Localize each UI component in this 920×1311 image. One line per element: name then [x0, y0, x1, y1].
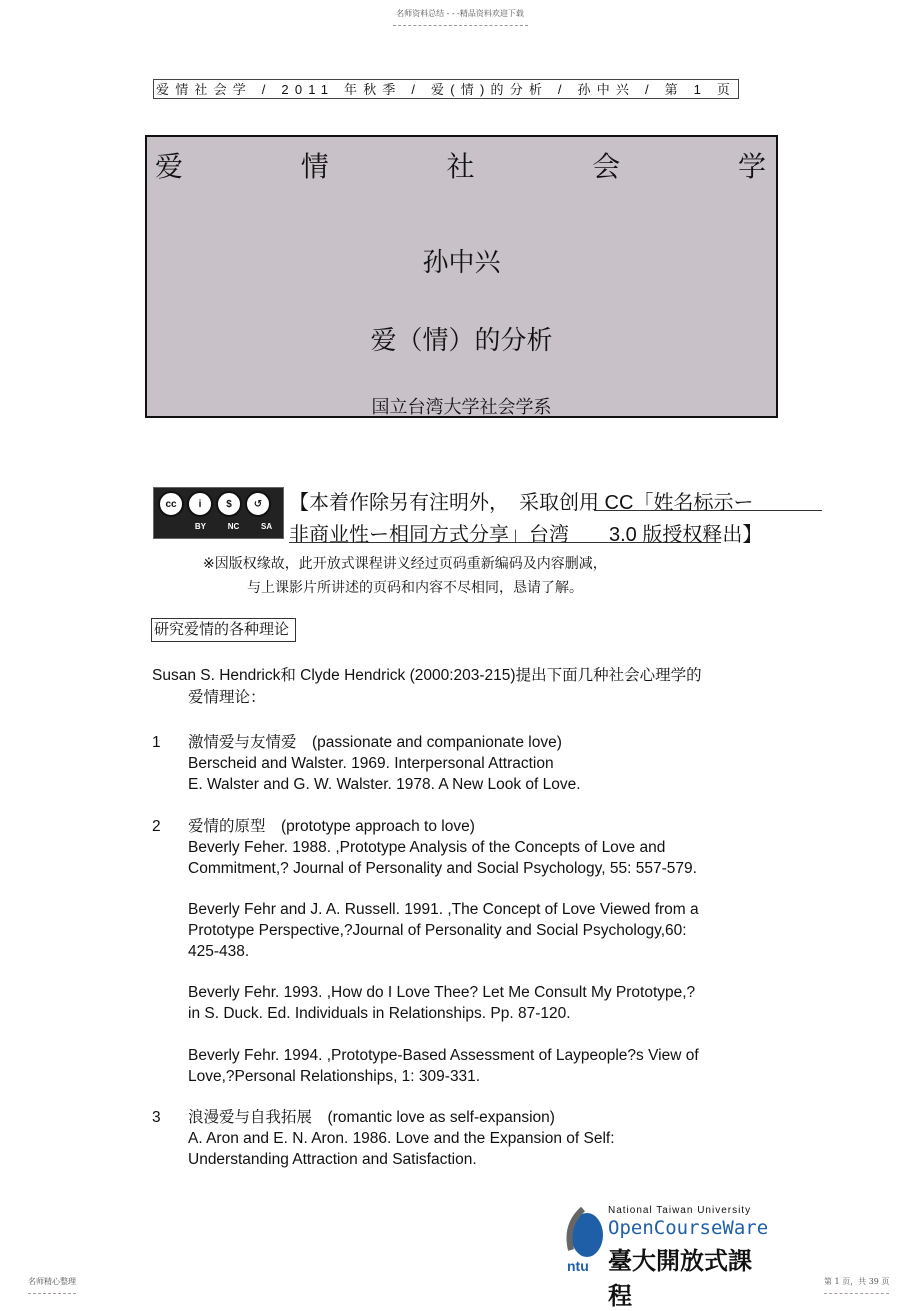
reference-line: in S. Duck. Ed. Individuals in Relationships. Pp. 87-120. [188, 1005, 571, 1023]
divider [393, 25, 528, 26]
section-title: 研究爱情的各种理论 [151, 618, 296, 642]
reference-line: Understanding Attraction and Satisfaction. [188, 1150, 477, 1168]
reference-line: A. Aron and E. N. Aron. 1986. Love and the Expansion of Self: [188, 1129, 615, 1147]
item-heading: 激情爱与友情爱 (passionate and companionate love) [188, 734, 562, 751]
reference-line: E. Walster and G. W. Walster. 1978. A New Look of Love. [188, 775, 581, 793]
author: 孙中兴 [422, 248, 501, 278]
reference-line: Love,?Personal Relationships, 1: 309-331. [188, 1067, 481, 1085]
title-box [145, 135, 778, 418]
title-char: 爱 [155, 150, 184, 183]
footer-left [28, 1276, 76, 1294]
underline [289, 542, 721, 543]
svg-text:ntu: ntu [567, 1258, 589, 1274]
lecture-subtitle: 爱（情）的分析 [370, 326, 553, 356]
item-number: 1 [152, 734, 161, 751]
course-title [155, 145, 766, 185]
reference-line: Commitment,? Journal of Personality and Social Psychology, 55: 557-579. [188, 859, 697, 877]
copyright-note-1: ※因版权缘故，此开放式课程讲义经过页码重新编码及内容删减， [203, 555, 607, 571]
noncommercial-icon: $ [216, 491, 242, 517]
badge-label: BY [194, 522, 206, 531]
reference-line: Prototype Perspective,?Journal of Personality and Social Psychology,60: [188, 922, 687, 939]
page-count-text: 第 1 页，共 39 页 [824, 1277, 890, 1286]
reference-line: Beverly Fehr. 1994. ,Prototype-Based Assessment of Laypeople?s View of [188, 1046, 699, 1064]
running-header: 爱情社会学 / 2011 年秋季 / 爱(情)的分析 / 孙中兴 / 第 1 页 [153, 79, 739, 99]
cc-icon: cc [158, 491, 184, 517]
license-line-2: 非商业性ー相同方式分享」台湾 3.0 版授权释出】 [289, 524, 763, 546]
divider [824, 1293, 889, 1294]
intro-line: Susan S. Hendrick和 Clyde Hendrick (2000:203-215)提出下面几种社会心理学的 [152, 667, 702, 684]
divider [28, 1293, 76, 1294]
logo-line-3: 臺大開放式課程 [608, 1248, 752, 1310]
intro-line: 爱情理论： [188, 689, 266, 706]
badge-label: SA [260, 522, 273, 531]
item-heading: 爱情的原型 (prototype approach to love) [188, 818, 475, 835]
attribution-icon: i [187, 491, 213, 517]
cc-license-badge [153, 487, 284, 539]
title-char: 社 [446, 150, 475, 183]
badge-label: NC [227, 522, 240, 531]
globe-icon [563, 1205, 607, 1275]
title-char: 情 [300, 150, 329, 183]
reference-line: 425-438. [188, 942, 250, 960]
item-heading: 浪漫爱与自我拓展 (romantic love as self-expansion) [188, 1109, 555, 1126]
logo-line-2: OpenCourseWare [608, 1217, 769, 1239]
top-note-text: 名师资料总结 - - -精品资料欢迎下载 [396, 9, 524, 18]
logo-line-1: National Taiwan University [608, 1205, 752, 1216]
title-char: 学 [737, 150, 766, 183]
copyright-note-2: 与上课影片所讲述的页码和内容不尽相同，恳请了解。 [247, 579, 583, 595]
reference-line: Beverly Fehr. 1993. ,How do I Love Thee? Let Me Consult My Prototype,? [188, 984, 696, 1002]
footer-left-text: 名师精心整理 [28, 1277, 76, 1286]
reference-line: Beverly Feher. 1988. ,Prototype Analysis of the Concepts of Love and [188, 838, 666, 856]
reference-line: Beverly Fehr and J. A. Russell. 1991. ,The Concept of Love Viewed from a [188, 901, 699, 919]
item-number: 3 [152, 1109, 161, 1126]
page-count [824, 1276, 889, 1294]
reference-line: Berscheid and Walster. 1969. Interpersonal Attraction [188, 754, 554, 772]
department: 国立台湾大学社会学系 [371, 397, 552, 418]
underline [594, 510, 822, 511]
title-char: 会 [592, 150, 621, 183]
top-note [0, 8, 920, 26]
sharealike-icon: ↺ [245, 491, 271, 517]
ntu-ocw-logo [563, 1205, 769, 1310]
item-number: 2 [152, 818, 161, 835]
license-line-1: 【本着作除另有注明外， 采取创用 CC「姓名标示ー [289, 492, 754, 514]
